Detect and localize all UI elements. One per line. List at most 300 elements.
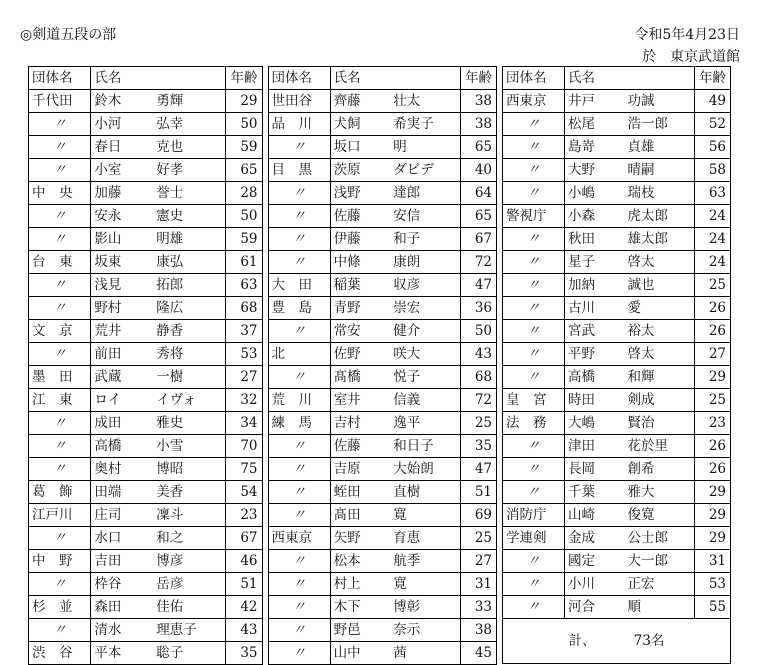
last-name-cell: 髙田 <box>330 504 390 527</box>
table-row <box>268 251 497 274</box>
first-name-cell: 逸平 <box>390 412 460 435</box>
org-cell: 〃 <box>29 527 91 550</box>
first-name-cell: 功誠 <box>625 90 695 113</box>
first-name-cell: 誉士 <box>153 182 225 205</box>
first-name-cell: 明雄 <box>153 228 225 251</box>
age-cell: 34 <box>226 412 262 435</box>
age-cell: 56 <box>695 136 731 159</box>
age-cell: 59 <box>226 136 262 159</box>
first-name-cell: 和之 <box>153 527 225 550</box>
last-name-cell: 松尾 <box>565 113 625 136</box>
total-value: 73名 <box>633 633 665 649</box>
table-row <box>268 343 497 366</box>
org-cell: 学連剣 <box>503 527 565 550</box>
org-cell: 皇 宮 <box>503 389 565 412</box>
table-row <box>29 228 263 251</box>
first-name-cell: 博昭 <box>153 458 225 481</box>
table-row <box>268 527 497 550</box>
age-cell: 63 <box>226 274 262 297</box>
last-name-cell: 平本 <box>91 642 153 665</box>
age-cell: 27 <box>695 343 731 366</box>
first-name-cell: 裕太 <box>625 320 695 343</box>
org-cell: 江戸川 <box>29 504 91 527</box>
last-name-cell: 加納 <box>565 274 625 297</box>
table-row <box>503 320 731 343</box>
first-name-cell: 静香 <box>153 320 225 343</box>
first-name-cell: 花於里 <box>625 435 695 458</box>
last-name-cell: 村上 <box>330 573 390 596</box>
table-row <box>268 366 497 389</box>
first-name-cell: 貞雄 <box>625 136 695 159</box>
last-name-cell: 吉原 <box>330 458 390 481</box>
table-row <box>268 596 497 619</box>
org-cell: 西東京 <box>268 527 330 550</box>
header-org: 団体名 <box>29 67 91 90</box>
first-name-cell: 和輝 <box>625 366 695 389</box>
total-row <box>503 619 731 664</box>
table-row <box>503 366 731 389</box>
age-cell: 38 <box>460 619 496 642</box>
last-name-cell: 吉村 <box>330 412 390 435</box>
age-cell: 37 <box>226 320 262 343</box>
org-cell: 江 東 <box>29 389 91 412</box>
first-name-cell: 愛 <box>625 297 695 320</box>
table-row <box>503 412 731 435</box>
org-cell: 〃 <box>268 550 330 573</box>
first-name-cell: 勇輝 <box>153 90 225 113</box>
first-name-cell: 悦子 <box>390 366 460 389</box>
org-cell: 〃 <box>503 159 565 182</box>
last-name-cell: 長岡 <box>565 458 625 481</box>
first-name-cell: 寛 <box>390 504 460 527</box>
org-cell: 〃 <box>268 435 330 458</box>
first-name-cell: 安信 <box>390 205 460 228</box>
age-cell: 65 <box>460 205 496 228</box>
first-name-cell: 希実子 <box>390 113 460 136</box>
org-cell: 〃 <box>29 573 91 596</box>
last-name-cell: 室井 <box>330 389 390 412</box>
org-cell: 杉 並 <box>29 596 91 619</box>
table-row <box>268 412 497 435</box>
org-cell: 〃 <box>503 435 565 458</box>
first-name-cell: 啓太 <box>625 251 695 274</box>
table-row <box>503 90 731 113</box>
org-cell: 渋 谷 <box>29 642 91 665</box>
age-cell: 58 <box>695 159 731 182</box>
table-row <box>29 366 263 389</box>
org-cell: 〃 <box>268 458 330 481</box>
age-cell: 51 <box>226 573 262 596</box>
first-name-cell: 岳彦 <box>153 573 225 596</box>
table-row <box>268 619 497 642</box>
age-cell: 26 <box>695 297 731 320</box>
org-cell: 〃 <box>503 343 565 366</box>
first-name-cell: 雅大 <box>625 481 695 504</box>
table-row <box>29 596 263 619</box>
first-name-cell: 克也 <box>153 136 225 159</box>
age-cell: 50 <box>226 113 262 136</box>
table-row <box>268 113 497 136</box>
first-name-cell: 小雪 <box>153 435 225 458</box>
age-cell: 31 <box>460 573 496 596</box>
org-cell: 文 京 <box>29 320 91 343</box>
org-cell: 〃 <box>503 458 565 481</box>
first-name-cell: 美香 <box>153 481 225 504</box>
table-header-row <box>503 67 731 90</box>
last-name-cell: 高橋 <box>91 435 153 458</box>
table-row <box>268 228 497 251</box>
age-cell: 64 <box>460 182 496 205</box>
table-row <box>503 527 731 550</box>
age-cell: 59 <box>226 228 262 251</box>
last-name-cell: 古川 <box>565 297 625 320</box>
first-name-cell: 剣成 <box>625 389 695 412</box>
last-name-cell: 稲葉 <box>330 274 390 297</box>
first-name-cell: 和子 <box>390 228 460 251</box>
first-name-cell: 佳佑 <box>153 596 225 619</box>
last-name-cell: 常安 <box>330 320 390 343</box>
last-name-cell: 佐藤 <box>330 205 390 228</box>
table-row <box>29 251 263 274</box>
org-cell: 〃 <box>268 228 330 251</box>
last-name-cell: 小嶋 <box>565 182 625 205</box>
last-name-cell: 木下 <box>330 596 390 619</box>
org-cell: 千代田 <box>29 90 91 113</box>
table-row <box>503 182 731 205</box>
age-cell: 29 <box>695 481 731 504</box>
first-name-cell: 正宏 <box>625 573 695 596</box>
first-name-cell: 康朗 <box>390 251 460 274</box>
last-name-cell: 山崎 <box>565 504 625 527</box>
first-name-cell: 壮太 <box>390 90 460 113</box>
last-name-cell: 成田 <box>91 412 153 435</box>
total-cell <box>503 619 731 664</box>
last-name-cell: 荒井 <box>91 320 153 343</box>
table-row <box>29 274 263 297</box>
table-row <box>503 297 731 320</box>
table-row <box>268 159 497 182</box>
age-cell: 27 <box>226 366 262 389</box>
org-cell: 〃 <box>29 412 91 435</box>
org-cell: 〃 <box>268 642 330 665</box>
table-row <box>503 481 731 504</box>
first-name-cell: 公士郎 <box>625 527 695 550</box>
last-name-cell: 吉田 <box>91 550 153 573</box>
age-cell: 29 <box>226 90 262 113</box>
first-name-cell: 和日子 <box>390 435 460 458</box>
first-name-cell: 収彦 <box>390 274 460 297</box>
org-cell: 台 東 <box>29 251 91 274</box>
last-name-cell: 浅野 <box>330 182 390 205</box>
table-row <box>29 458 263 481</box>
org-cell: 中 野 <box>29 550 91 573</box>
last-name-cell: 清水 <box>91 619 153 642</box>
last-name-cell: 秋田 <box>565 228 625 251</box>
age-cell: 70 <box>226 435 262 458</box>
age-cell: 35 <box>226 642 262 665</box>
last-name-cell: 奥村 <box>91 458 153 481</box>
table-header-row <box>29 67 263 90</box>
age-cell: 63 <box>695 182 731 205</box>
header-name: 氏名 <box>91 67 226 90</box>
last-name-cell: 山中 <box>330 642 390 665</box>
last-name-cell: 大嶋 <box>565 412 625 435</box>
age-cell: 68 <box>460 366 496 389</box>
first-name-cell: 健介 <box>390 320 460 343</box>
last-name-cell: 井戸 <box>565 90 625 113</box>
last-name-cell: 小室 <box>91 159 153 182</box>
org-cell: 〃 <box>268 366 330 389</box>
table-row <box>268 550 497 573</box>
last-name-cell: 河合 <box>565 596 625 619</box>
first-name-cell: 賢治 <box>625 412 695 435</box>
org-cell: 〃 <box>503 274 565 297</box>
org-cell: 〃 <box>29 159 91 182</box>
table-row <box>503 251 731 274</box>
org-cell: 〃 <box>29 435 91 458</box>
first-name-cell: 一樹 <box>153 366 225 389</box>
table-row <box>268 182 497 205</box>
org-cell: 〃 <box>503 320 565 343</box>
last-name-cell: 加藤 <box>91 182 153 205</box>
header-name: 氏名 <box>565 67 695 90</box>
first-name-cell: 奈示 <box>390 619 460 642</box>
table-row <box>29 205 263 228</box>
table-row <box>29 343 263 366</box>
org-cell: 〃 <box>268 504 330 527</box>
table-row <box>268 458 497 481</box>
last-name-cell: 鈴木 <box>91 90 153 113</box>
table-header-row <box>268 67 497 90</box>
table-row <box>503 550 731 573</box>
age-cell: 50 <box>460 320 496 343</box>
table-row <box>268 90 497 113</box>
total-label: 計、 <box>568 633 596 649</box>
first-name-cell: 茜 <box>390 642 460 665</box>
first-name-cell: 博彰 <box>390 596 460 619</box>
org-cell: 〃 <box>29 619 91 642</box>
last-name-cell: 松本 <box>330 550 390 573</box>
age-cell: 75 <box>226 458 262 481</box>
first-name-cell: 咲大 <box>390 343 460 366</box>
date-line: 令和5年4月23日 <box>634 27 740 43</box>
header-age: 年齢 <box>695 67 731 90</box>
org-cell: 〃 <box>503 113 565 136</box>
last-name-cell: 千葉 <box>565 481 625 504</box>
age-cell: 25 <box>695 389 731 412</box>
org-cell: 葛 飾 <box>29 481 91 504</box>
last-name-cell: 齊藤 <box>330 90 390 113</box>
first-name-cell: 晴嗣 <box>625 159 695 182</box>
age-cell: 53 <box>695 573 731 596</box>
age-cell: 23 <box>226 504 262 527</box>
table-row <box>503 435 731 458</box>
last-name-cell: 金成 <box>565 527 625 550</box>
last-name-cell: 野邑 <box>330 619 390 642</box>
org-cell: 目 黒 <box>268 159 330 182</box>
last-name-cell: 水口 <box>91 527 153 550</box>
first-name-cell: 憲史 <box>153 205 225 228</box>
first-name-cell: 崇宏 <box>390 297 460 320</box>
org-cell: 〃 <box>29 343 91 366</box>
table-row <box>503 274 731 297</box>
first-name-cell: 弘幸 <box>153 113 225 136</box>
org-cell: 〃 <box>268 320 330 343</box>
age-cell: 47 <box>460 274 496 297</box>
org-cell: 〃 <box>268 573 330 596</box>
last-name-cell: 宮武 <box>565 320 625 343</box>
table-row <box>29 113 263 136</box>
table-row <box>503 458 731 481</box>
age-cell: 67 <box>460 228 496 251</box>
last-name-cell: 高橋 <box>565 366 625 389</box>
table-row <box>29 136 263 159</box>
org-cell: 〃 <box>268 596 330 619</box>
last-name-cell: 小川 <box>565 573 625 596</box>
org-cell: 〃 <box>268 136 330 159</box>
first-name-cell: 凜斗 <box>153 504 225 527</box>
age-cell: 42 <box>226 596 262 619</box>
age-cell: 25 <box>460 527 496 550</box>
org-cell: 〃 <box>503 251 565 274</box>
age-cell: 55 <box>695 596 731 619</box>
age-cell: 65 <box>460 136 496 159</box>
first-name-cell: 浩一郎 <box>625 113 695 136</box>
first-name-cell: 達郎 <box>390 182 460 205</box>
org-cell: 〃 <box>503 228 565 251</box>
last-name-cell: 森田 <box>91 596 153 619</box>
age-cell: 61 <box>226 251 262 274</box>
age-cell: 68 <box>226 297 262 320</box>
last-name-cell: 野村 <box>91 297 153 320</box>
table-row <box>268 642 497 665</box>
last-name-cell: 坂口 <box>330 136 390 159</box>
org-cell: 〃 <box>29 274 91 297</box>
org-cell: 〃 <box>29 458 91 481</box>
last-name-cell: 春日 <box>91 136 153 159</box>
age-cell: 24 <box>695 251 731 274</box>
table-row <box>29 527 263 550</box>
first-name-cell: 博彦 <box>153 550 225 573</box>
age-cell: 46 <box>226 550 262 573</box>
last-name-cell: ロイ <box>91 389 153 412</box>
table-row <box>503 389 731 412</box>
first-name-cell: イヴォ <box>153 389 225 412</box>
table-row <box>29 642 263 665</box>
first-name-cell: 雅史 <box>153 412 225 435</box>
header-name: 氏名 <box>330 67 460 90</box>
org-cell: 豊 島 <box>268 297 330 320</box>
last-name-cell: 佐野 <box>330 343 390 366</box>
age-cell: 35 <box>460 435 496 458</box>
org-cell: 〃 <box>503 182 565 205</box>
table-row <box>29 90 263 113</box>
first-name-cell: 航季 <box>390 550 460 573</box>
table-row <box>29 320 263 343</box>
table-row <box>29 573 263 596</box>
table-row <box>29 182 263 205</box>
age-cell: 45 <box>460 642 496 665</box>
table-row <box>268 136 497 159</box>
org-cell: 〃 <box>268 481 330 504</box>
first-name-cell: 信義 <box>390 389 460 412</box>
first-name-cell: 隆広 <box>153 297 225 320</box>
table-row <box>268 481 497 504</box>
table-row <box>503 113 731 136</box>
first-name-cell: 明 <box>390 136 460 159</box>
first-name-cell: 寛 <box>390 573 460 596</box>
org-cell: 〃 <box>268 182 330 205</box>
table-row <box>268 504 497 527</box>
page-title: ◎剣道五段の部 <box>20 27 117 43</box>
table-row <box>29 619 263 642</box>
last-name-cell: 田端 <box>91 481 153 504</box>
table-row <box>29 412 263 435</box>
header-age: 年齢 <box>460 67 496 90</box>
table-row <box>503 228 731 251</box>
last-name-cell: 青野 <box>330 297 390 320</box>
last-name-cell: 前田 <box>91 343 153 366</box>
first-name-cell: 康弘 <box>153 251 225 274</box>
org-cell: 〃 <box>503 366 565 389</box>
org-cell: 中 央 <box>29 182 91 205</box>
org-cell: 〃 <box>268 251 330 274</box>
age-cell: 29 <box>695 527 731 550</box>
table-row <box>29 297 263 320</box>
last-name-cell: 國定 <box>565 550 625 573</box>
org-cell: 〃 <box>29 113 91 136</box>
age-cell: 50 <box>226 205 262 228</box>
org-cell: 〃 <box>29 205 91 228</box>
first-name-cell: 大始朗 <box>390 458 460 481</box>
last-name-cell: 矢野 <box>330 527 390 550</box>
age-cell: 40 <box>460 159 496 182</box>
table-row <box>503 504 731 527</box>
age-cell: 69 <box>460 504 496 527</box>
org-cell: 法 務 <box>503 412 565 435</box>
first-name-cell: 創希 <box>625 458 695 481</box>
first-name-cell: 俊寛 <box>625 504 695 527</box>
age-cell: 25 <box>695 274 731 297</box>
table-row <box>503 136 731 159</box>
org-cell: 〃 <box>503 136 565 159</box>
age-cell: 54 <box>226 481 262 504</box>
first-name-cell: 好孝 <box>153 159 225 182</box>
table-row <box>268 205 497 228</box>
org-cell: 墨 田 <box>29 366 91 389</box>
org-cell: 北 <box>268 343 330 366</box>
age-cell: 29 <box>695 366 731 389</box>
age-cell: 53 <box>226 343 262 366</box>
table-row <box>29 550 263 573</box>
table-row <box>268 297 497 320</box>
table-row <box>503 573 731 596</box>
age-cell: 51 <box>460 481 496 504</box>
first-name-cell: ダビデ <box>390 159 460 182</box>
last-name-cell: 安永 <box>91 205 153 228</box>
age-cell: 49 <box>695 90 731 113</box>
last-name-cell: 島嵜 <box>565 136 625 159</box>
org-cell: 荒 川 <box>268 389 330 412</box>
age-cell: 23 <box>695 412 731 435</box>
last-name-cell: 星子 <box>565 251 625 274</box>
age-cell: 24 <box>695 228 731 251</box>
last-name-cell: 中條 <box>330 251 390 274</box>
last-name-cell: 影山 <box>91 228 153 251</box>
first-name-cell: 拓郎 <box>153 274 225 297</box>
age-cell: 27 <box>460 550 496 573</box>
age-cell: 38 <box>460 113 496 136</box>
